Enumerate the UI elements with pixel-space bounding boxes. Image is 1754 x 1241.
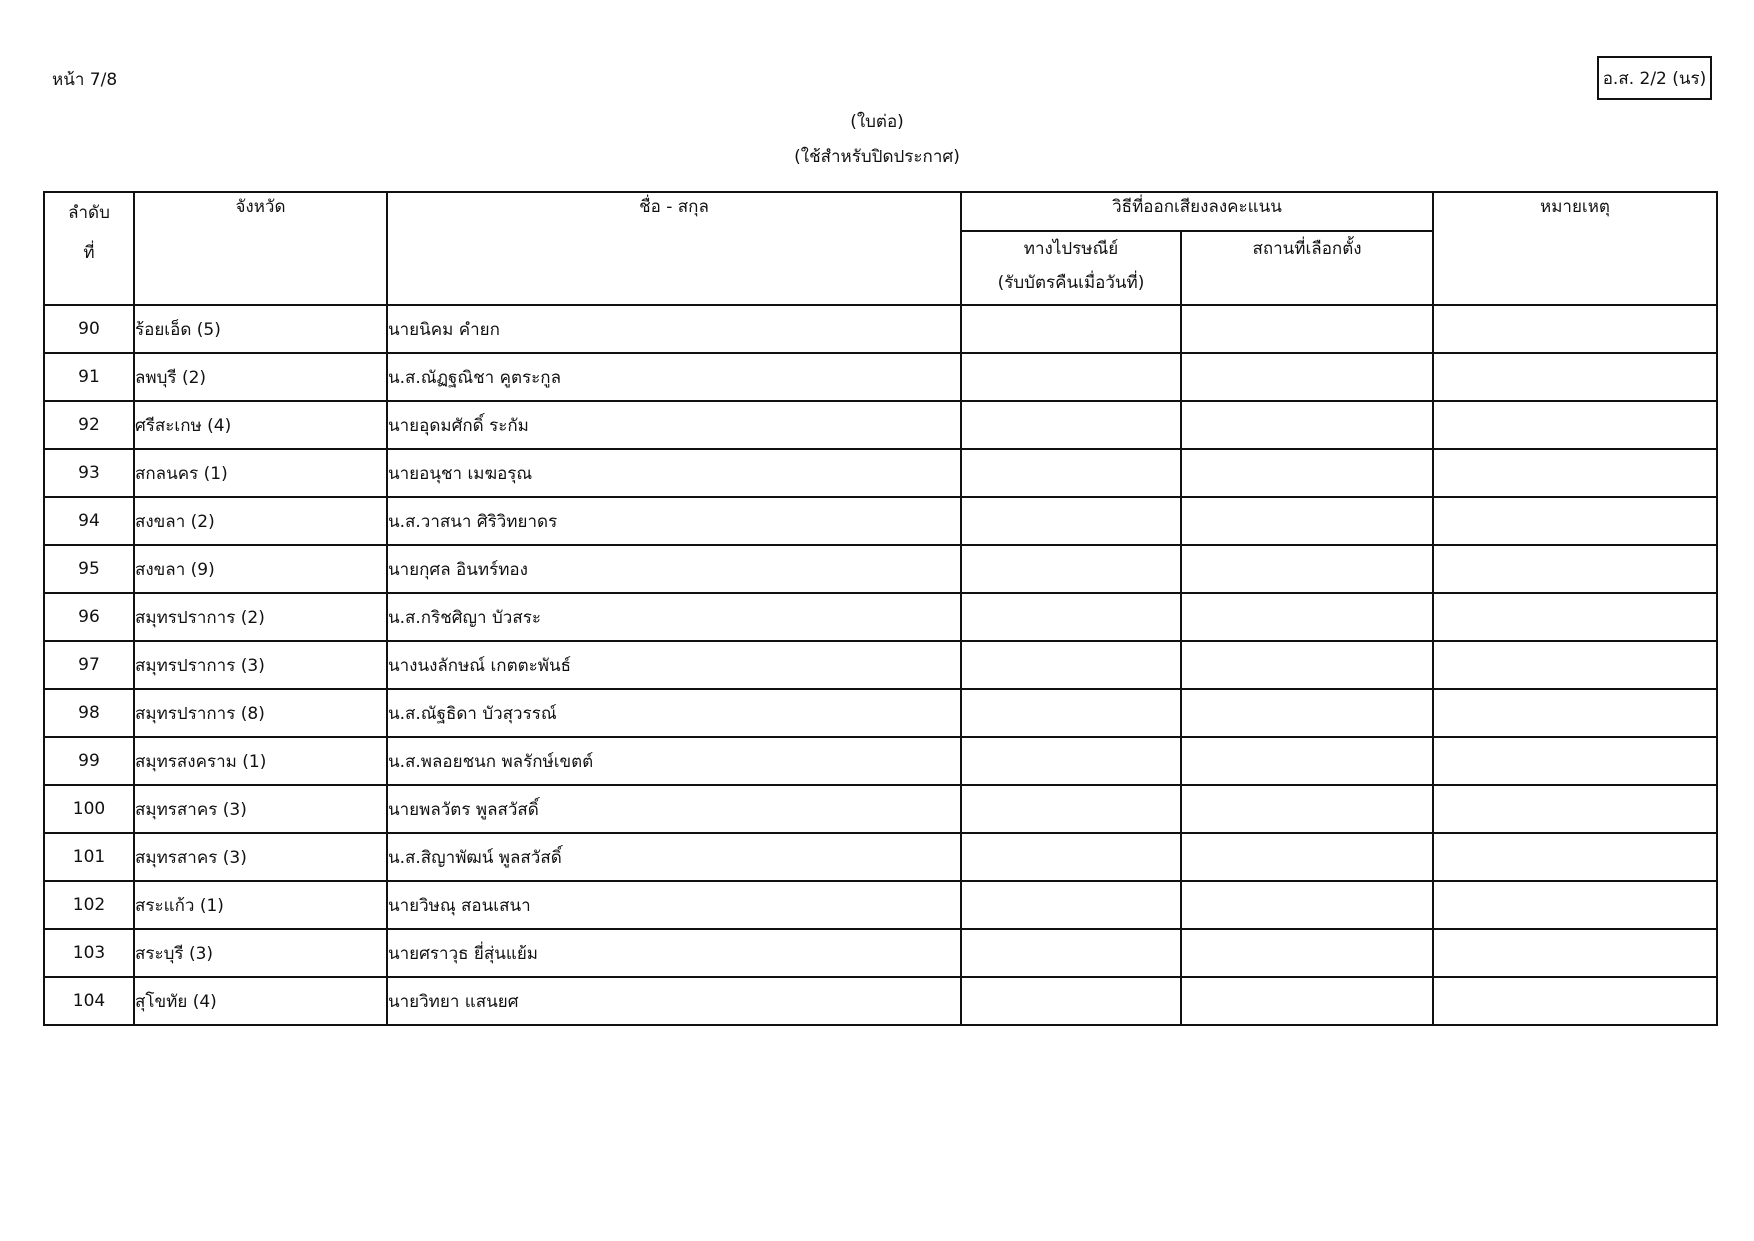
table-body — [44, 305, 1717, 1025]
table-row — [44, 593, 1717, 641]
cell-province: ลพบุรี (2) — [134, 353, 387, 401]
cell-order: 101 — [44, 833, 134, 881]
cell-remarks — [1433, 497, 1717, 545]
cell-name: นายพลวัตร พูลสวัสดิ์ — [387, 785, 961, 833]
cell-polling-station — [1181, 593, 1433, 641]
cell-order: 91 — [44, 353, 134, 401]
cell-remarks — [1433, 593, 1717, 641]
column-header-order-line1: ลำดับ — [68, 203, 110, 223]
cell-order: 98 — [44, 689, 134, 737]
cell-remarks — [1433, 449, 1717, 497]
cell-polling-station — [1181, 401, 1433, 449]
cell-order: 93 — [44, 449, 134, 497]
cell-polling-station — [1181, 353, 1433, 401]
cell-remarks — [1433, 977, 1717, 1025]
cell-name: นายศราวุธ ยี่สุ่นแย้ม — [387, 929, 961, 977]
cell-polling-station — [1181, 737, 1433, 785]
cell-by-post — [961, 929, 1181, 977]
cell-order: 100 — [44, 785, 134, 833]
cell-by-post — [961, 497, 1181, 545]
table-row — [44, 689, 1717, 737]
column-header-polling-station: สถานที่เลือกตั้ง — [1181, 231, 1433, 305]
column-header-by-post — [961, 231, 1181, 305]
cell-by-post — [961, 449, 1181, 497]
cell-remarks — [1433, 305, 1717, 353]
form-code-text: อ.ส. 2/2 (นร) — [1602, 68, 1707, 89]
cell-polling-station — [1181, 497, 1433, 545]
cell-order: 96 — [44, 593, 134, 641]
column-header-remarks: หมายเหตุ — [1433, 192, 1717, 305]
column-header-province: จังหวัด — [134, 192, 387, 305]
cell-province: ศรีสะเกษ (4) — [134, 401, 387, 449]
cell-province: สงขลา (2) — [134, 497, 387, 545]
subtitle-purpose: (ใช้สำหรับปิดประกาศ) — [794, 147, 960, 167]
cell-province: สระบุรี (3) — [134, 929, 387, 977]
table-row — [44, 401, 1717, 449]
cell-name: นายอนุชา เมฆอรุณ — [387, 449, 961, 497]
table-row — [44, 497, 1717, 545]
table-row — [44, 305, 1717, 353]
cell-name: น.ส.กริชศิญา บัวสระ — [387, 593, 961, 641]
cell-remarks — [1433, 737, 1717, 785]
cell-remarks — [1433, 353, 1717, 401]
cell-polling-station — [1181, 833, 1433, 881]
table-row — [44, 977, 1717, 1025]
column-header-order — [44, 192, 134, 305]
cell-polling-station — [1181, 689, 1433, 737]
cell-by-post — [961, 977, 1181, 1025]
column-header-by-post-line2: (รับบัตรคืนเมื่อวันที่) — [997, 273, 1145, 293]
cell-name: นายนิคม คำยก — [387, 305, 961, 353]
cell-province: สมุทรปราการ (3) — [134, 641, 387, 689]
cell-remarks — [1433, 785, 1717, 833]
cell-province: สงขลา (9) — [134, 545, 387, 593]
page-number: หน้า 7/8 — [52, 70, 118, 90]
cell-polling-station — [1181, 305, 1433, 353]
cell-province: สมุทรสงคราม (1) — [134, 737, 387, 785]
cell-polling-station — [1181, 545, 1433, 593]
cell-name: นายวิษณุ สอนเสนา — [387, 881, 961, 929]
table-row — [44, 929, 1717, 977]
cell-order: 103 — [44, 929, 134, 977]
cell-province: สมุทรปราการ (8) — [134, 689, 387, 737]
cell-name: นายวิทยา แสนยศ — [387, 977, 961, 1025]
cell-province: สมุทรสาคร (3) — [134, 833, 387, 881]
cell-polling-station — [1181, 977, 1433, 1025]
cell-order: 95 — [44, 545, 134, 593]
cell-polling-station — [1181, 641, 1433, 689]
cell-remarks — [1433, 689, 1717, 737]
cell-order: 97 — [44, 641, 134, 689]
subtitle-continuation: (ใบต่อ) — [850, 112, 904, 132]
cell-province: สมุทรปราการ (2) — [134, 593, 387, 641]
cell-by-post — [961, 641, 1181, 689]
form-code-badge — [1597, 56, 1712, 100]
cell-province: สกลนคร (1) — [134, 449, 387, 497]
cell-name: น.ส.พลอยชนก พลรักษ์เขตต์ — [387, 737, 961, 785]
cell-remarks — [1433, 641, 1717, 689]
cell-name: นายอุดมศักดิ์ ระกัม — [387, 401, 961, 449]
voter-roster-table — [43, 191, 1718, 1026]
cell-remarks — [1433, 545, 1717, 593]
cell-polling-station — [1181, 449, 1433, 497]
cell-remarks — [1433, 881, 1717, 929]
cell-name: น.ส.วาสนา ศิริวิทยาดร — [387, 497, 961, 545]
cell-name: นายกุศล อินทร์ทอง — [387, 545, 961, 593]
cell-polling-station — [1181, 785, 1433, 833]
cell-province: สุโขทัย (4) — [134, 977, 387, 1025]
cell-by-post — [961, 737, 1181, 785]
cell-by-post — [961, 401, 1181, 449]
cell-name: น.ส.ณัฐธิดา บัวสุวรรณ์ — [387, 689, 961, 737]
cell-remarks — [1433, 929, 1717, 977]
cell-by-post — [961, 689, 1181, 737]
cell-order: 104 — [44, 977, 134, 1025]
cell-province: สระแก้ว (1) — [134, 881, 387, 929]
cell-order: 90 — [44, 305, 134, 353]
table-row — [44, 785, 1717, 833]
cell-by-post — [961, 545, 1181, 593]
cell-order: 92 — [44, 401, 134, 449]
cell-by-post — [961, 833, 1181, 881]
column-header-name: ชื่อ - สกุล — [387, 192, 961, 305]
cell-remarks — [1433, 401, 1717, 449]
cell-remarks — [1433, 833, 1717, 881]
column-header-by-post-line1: ทางไปรษณีย์ — [1023, 239, 1119, 259]
table-row — [44, 641, 1717, 689]
cell-province: ร้อยเอ็ด (5) — [134, 305, 387, 353]
cell-by-post — [961, 353, 1181, 401]
cell-order: 102 — [44, 881, 134, 929]
cell-polling-station — [1181, 929, 1433, 977]
cell-name: นางนงลักษณ์ เกตตะพันธ์ — [387, 641, 961, 689]
table-row — [44, 737, 1717, 785]
table-row — [44, 833, 1717, 881]
cell-by-post — [961, 593, 1181, 641]
table-row — [44, 449, 1717, 497]
cell-name: น.ส.ณัฏฐณิชา คูตระกูล — [387, 353, 961, 401]
cell-order: 94 — [44, 497, 134, 545]
cell-name: น.ส.สิญาพัฒน์ พูลสวัสดิ์ — [387, 833, 961, 881]
cell-province: สมุทรสาคร (3) — [134, 785, 387, 833]
table-row — [44, 353, 1717, 401]
cell-polling-station — [1181, 881, 1433, 929]
table-row — [44, 881, 1717, 929]
table-header — [44, 192, 1717, 305]
cell-by-post — [961, 881, 1181, 929]
cell-order: 99 — [44, 737, 134, 785]
column-header-voting-method: วิธีที่ออกเสียงลงคะแนน — [961, 192, 1433, 231]
cell-by-post — [961, 305, 1181, 353]
cell-by-post — [961, 785, 1181, 833]
column-header-order-line2: ที่ — [83, 243, 95, 263]
table-row — [44, 545, 1717, 593]
